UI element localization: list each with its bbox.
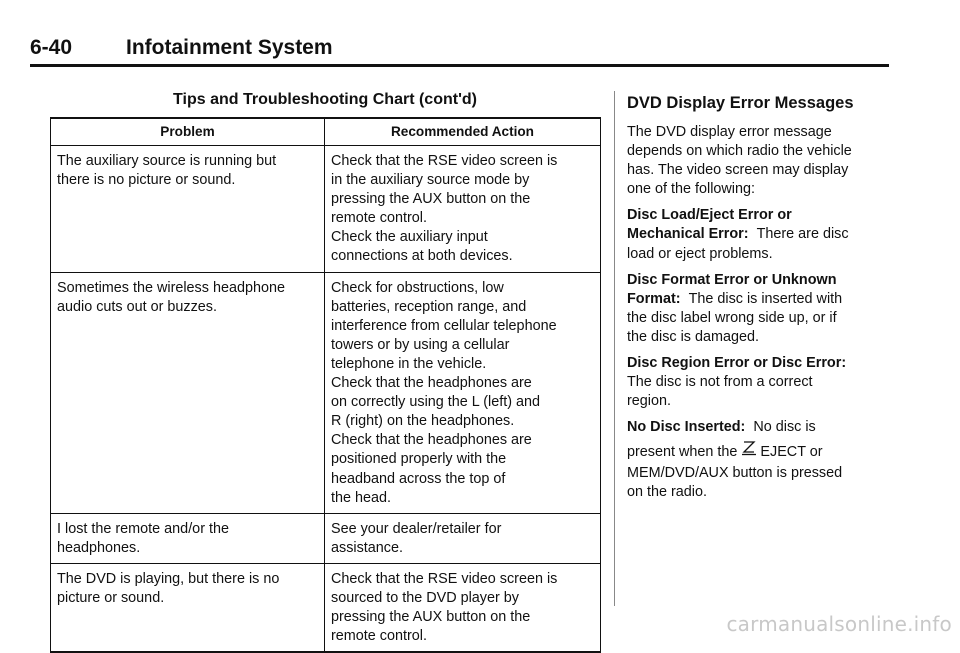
table-row [51, 272, 601, 513]
cell-line: positioned properly with the [331, 451, 507, 468]
error-term: No Disc Inserted: [627, 419, 746, 436]
cell-line: picture or sound. [57, 589, 165, 606]
cell-line: Check that the headphones are [331, 375, 532, 392]
cell-line: telephone in the vehicle. [331, 355, 487, 372]
cell-line: remote control. [331, 628, 427, 645]
problem-cell [51, 513, 325, 563]
dvd-errors-intro [627, 123, 887, 199]
text-line: region. [627, 393, 672, 410]
page-number: 6-40 [30, 36, 73, 59]
page-header [30, 36, 890, 60]
cell-line: interference from cellular telephone [331, 317, 557, 334]
action-cell [325, 272, 601, 513]
cell-line: connections at both devices. [331, 248, 513, 265]
cell-line: on correctly using the L (left) and [331, 394, 541, 411]
error-description: The disc is inserted with [688, 290, 843, 307]
text-line: one of the following: [627, 181, 756, 198]
cell-line: in the auxiliary source mode by [331, 172, 530, 189]
text-line: depends on which radio the vehicle [627, 143, 852, 160]
text-line: on the radio. [627, 483, 708, 500]
cell-line: I lost the remote and/or the [57, 520, 229, 537]
cell-line: towers or by using a cellular [331, 336, 510, 353]
cell-line: headphones. [57, 539, 141, 556]
error-term: Disc Format Error or Unknown [627, 271, 837, 288]
text-line: has. The video screen may display [627, 162, 849, 179]
cell-line: Check that the RSE video screen is [331, 570, 558, 587]
text-line [627, 290, 887, 309]
text-line: load or eject problems. [627, 245, 773, 262]
dvd-errors-section [627, 92, 887, 509]
error-term: Format: [627, 290, 681, 307]
column-header-action: Recommended Action [325, 118, 601, 146]
table-header-row [51, 118, 601, 146]
text-line: The DVD display error message [627, 124, 832, 140]
no-disc-inserted-entry [627, 418, 887, 501]
column-header-problem: Problem [51, 118, 325, 146]
text-line: The disc is not from a correct [627, 374, 813, 391]
column-divider [614, 91, 615, 606]
error-description: EJECT or [760, 444, 823, 461]
action-cell [325, 146, 601, 273]
error-term: Disc Region Error or Disc Error: [627, 355, 847, 372]
cell-line: pressing the AUX button on the [331, 609, 531, 626]
table-row [51, 563, 601, 652]
cell-line: there is no picture or sound. [57, 172, 236, 189]
cell-line: sourced to the DVD player by [331, 589, 519, 606]
action-cell [325, 513, 601, 563]
cell-line: batteries, reception range, and [331, 298, 527, 315]
text-line [627, 225, 887, 244]
table-title: Tips and Troubleshooting Chart (cont'd) [173, 91, 477, 108]
cell-line: Sometimes the wireless headphone [57, 279, 285, 296]
cell-line: pressing the AUX button on the [331, 191, 531, 208]
problem-cell [51, 272, 325, 513]
watermark: carmanualsonline.info [726, 612, 952, 636]
cell-line: R (right) on the headphones. [331, 413, 515, 430]
text-line: the disc label wrong side up, or if [627, 309, 837, 326]
cell-line: remote control. [331, 210, 427, 227]
text-line [627, 440, 887, 463]
header-rule [30, 64, 889, 67]
section-title: Infotainment System [126, 36, 333, 59]
cell-line: Check that the RSE video screen is [331, 153, 558, 169]
problem-cell [51, 146, 325, 273]
cell-line: audio cuts out or buzzes. [57, 298, 217, 315]
error-description: present when the [627, 444, 738, 461]
action-cell [325, 563, 601, 652]
cell-line: assistance. [331, 539, 403, 556]
cell-line: the head. [331, 489, 392, 506]
problem-cell [51, 563, 325, 652]
cell-line: Check for obstructions, low [331, 279, 504, 296]
table-row [51, 146, 601, 273]
text-line: MEM/DVD/AUX button is pressed [627, 464, 843, 481]
text-line [627, 271, 887, 290]
cell-line: The auxiliary source is running but [57, 153, 277, 169]
table-row [51, 513, 601, 563]
cell-line: headband across the top of [331, 470, 506, 487]
eject-icon [741, 440, 757, 463]
disc-format-error-entry [627, 271, 887, 347]
cell-line: Check the auxiliary input [331, 229, 488, 246]
disc-load-error-entry [627, 206, 887, 263]
text-line [627, 354, 887, 373]
cell-line: Check that the headphones are [331, 432, 532, 449]
disc-region-error-entry [627, 354, 887, 411]
dvd-errors-heading: DVD Display Error Messages [627, 94, 854, 112]
text-line [627, 206, 887, 225]
cell-line: The DVD is playing, but there is no [57, 570, 280, 587]
error-term: Mechanical Error: [627, 226, 749, 243]
text-line: the disc is damaged. [627, 328, 759, 345]
error-term: Disc Load/Eject Error or [627, 207, 792, 224]
error-description: No disc is [753, 419, 816, 436]
cell-line: See your dealer/retailer for [331, 520, 502, 537]
troubleshooting-table [50, 117, 601, 653]
error-description: There are disc [756, 226, 849, 243]
text-line [627, 418, 887, 437]
